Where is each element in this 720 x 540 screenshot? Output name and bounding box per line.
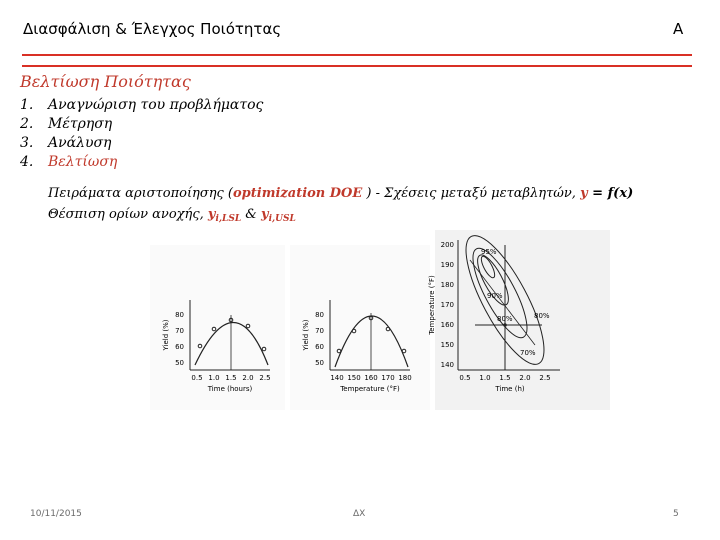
x-tick: 150 bbox=[347, 374, 361, 382]
tol-pre: Θέσπιση ορίων ανοχής, bbox=[48, 207, 208, 222]
top-rule-2 bbox=[22, 65, 692, 67]
y-tick: 60 bbox=[175, 343, 184, 351]
x-axis-label: Time (hours) bbox=[207, 385, 253, 393]
x-tick: 2.0 bbox=[242, 374, 254, 382]
x-tick: 1.5 bbox=[499, 374, 511, 382]
x-tick: 180 bbox=[398, 374, 412, 382]
section-title: Βελτίωση Ποιότητας bbox=[20, 72, 191, 91]
doe-y: y bbox=[580, 186, 588, 201]
y-tick: 190 bbox=[440, 261, 454, 269]
footer-center: ΔΧ bbox=[353, 509, 366, 519]
y-tick: 70 bbox=[175, 327, 184, 335]
footer-date: 10/11/2015 bbox=[30, 509, 82, 519]
doe-mid: ) - Σχέσεις μεταξύ μεταβλητών, bbox=[362, 186, 581, 201]
contour-label: 80% bbox=[534, 312, 550, 320]
y-tick: 200 bbox=[440, 241, 454, 249]
x-tick: 160 bbox=[364, 374, 378, 382]
contour-chart bbox=[428, 226, 610, 410]
time-yield-chart bbox=[150, 245, 285, 410]
header-letter: Α bbox=[673, 20, 684, 38]
y-tick: 150 bbox=[440, 341, 454, 349]
step-text-highlight: Βελτίωση bbox=[48, 154, 118, 170]
y-tick: 60 bbox=[315, 343, 324, 351]
tol-sub2: i,USL bbox=[268, 214, 296, 224]
y-tick: 80 bbox=[175, 311, 184, 319]
y-tick: 50 bbox=[175, 359, 184, 367]
contour-label: 90% bbox=[487, 292, 503, 300]
x-tick: 2.5 bbox=[539, 374, 551, 382]
footer-page-number: 5 bbox=[673, 509, 679, 519]
y-tick: 80 bbox=[315, 311, 324, 319]
doe-line bbox=[48, 186, 633, 201]
tol-amp: & bbox=[241, 207, 261, 222]
x-axis-label: Time (h) bbox=[495, 385, 525, 393]
x-tick: 1.0 bbox=[208, 374, 220, 382]
contour-label: 95% bbox=[481, 248, 497, 256]
y-tick: 170 bbox=[440, 301, 454, 309]
step-number: 4. bbox=[20, 154, 34, 170]
step-number: 3. bbox=[20, 135, 34, 151]
step-text: Μέτρηση bbox=[48, 116, 113, 132]
y-tick: 50 bbox=[315, 359, 324, 367]
y-tick: 140 bbox=[440, 361, 454, 369]
contour-label: 80% bbox=[497, 315, 513, 323]
figure bbox=[140, 225, 610, 410]
x-tick: 1.5 bbox=[225, 374, 237, 382]
x-tick: 140 bbox=[330, 374, 344, 382]
x-tick: 1.0 bbox=[479, 374, 491, 382]
y-tick: 180 bbox=[440, 281, 454, 289]
doe-term: optimization DOE bbox=[232, 186, 363, 201]
y-axis-label: Yield (%) bbox=[162, 319, 170, 351]
step-number: 1. bbox=[20, 97, 34, 113]
y-tick: 160 bbox=[440, 321, 454, 329]
doe-pre: Πειράματα αριστοποίησης ( bbox=[48, 186, 233, 201]
y-axis-label: Temperature (°F) bbox=[428, 275, 436, 335]
doe-eq: = f(x) bbox=[587, 186, 634, 201]
y-axis-label: Yield (%) bbox=[302, 319, 310, 351]
step-text: Ανάλυση bbox=[48, 135, 112, 151]
x-axis-label: Temperature (°F) bbox=[340, 385, 400, 393]
tol-sub1: i,LSL bbox=[215, 214, 242, 224]
tolerance-line bbox=[48, 207, 296, 224]
y-tick: 70 bbox=[315, 327, 324, 335]
tol-y2: y bbox=[261, 207, 269, 222]
contour-label: 70% bbox=[520, 349, 536, 357]
x-tick: 2.0 bbox=[519, 374, 531, 382]
x-tick: 0.5 bbox=[191, 374, 203, 382]
step-text: Αναγνώριση του προβλήματος bbox=[48, 97, 264, 113]
x-tick: 2.5 bbox=[259, 374, 271, 382]
x-tick: 0.5 bbox=[459, 374, 471, 382]
step-number: 2. bbox=[20, 116, 34, 132]
header-title: Διασφάλιση & Έλεγχος Ποιότητας bbox=[23, 20, 282, 38]
tol-y1: y bbox=[207, 207, 216, 222]
x-tick: 170 bbox=[381, 374, 395, 382]
temperature-yield-chart bbox=[290, 245, 430, 410]
top-rule bbox=[22, 54, 692, 56]
